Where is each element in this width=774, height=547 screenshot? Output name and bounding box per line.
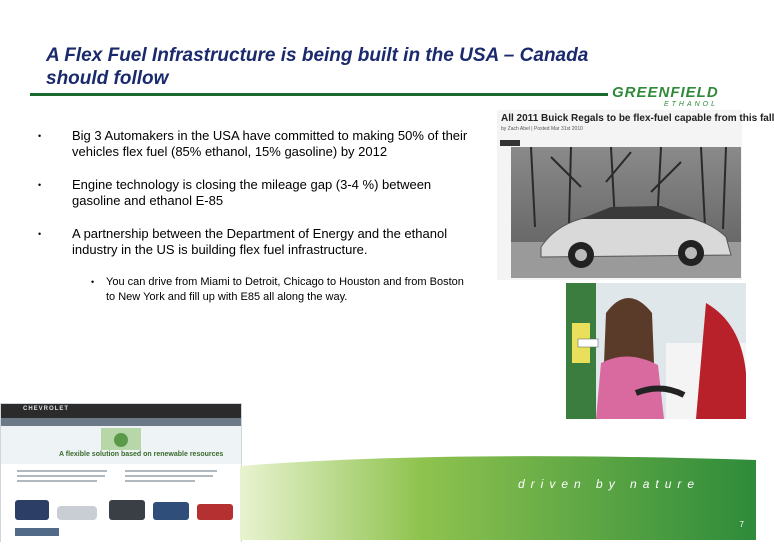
news-headline: All 2011 Buick Regals to be flex-fuel capable from this fall	[501, 113, 774, 124]
title-divider	[30, 93, 608, 96]
site-headline: A flexible solution based on renewable resources	[59, 451, 224, 458]
news-clipping	[497, 110, 774, 280]
slide-title: A Flex Fuel Infrastructure is being built in the USA – Canada should follow	[46, 45, 589, 89]
bullet-marker: •	[38, 180, 42, 190]
sub-bullet-item	[91, 275, 466, 305]
news-tag	[500, 140, 520, 146]
bullet-item	[38, 177, 478, 209]
sub-bullet-text: You can drive from Miami to Detroit, Chicago to Houston and from Boston to New York and fill up with E85 all along the way.	[106, 276, 464, 303]
footer-band	[240, 456, 756, 540]
logo-subtitle: ETHANOL	[663, 101, 718, 108]
site-header	[1, 404, 241, 418]
bullet-list	[38, 128, 478, 305]
news-byline: by Zach Abel | Posted Mar 31st 2010	[501, 126, 583, 132]
bullet-item	[38, 128, 478, 160]
bullet-text: Engine technology is closing the mileage gap (3-4 %) between gasoline and ethanol E-85	[72, 177, 432, 208]
footer-tagline: driven by nature	[518, 477, 701, 491]
site-body-text	[1, 464, 241, 492]
bullet-text: Big 3 Automakers in the USA have committed to making 50% of their vehicles flex fuel (85% ethanol, 15% gasoline) by 2012	[72, 128, 468, 159]
page-number: 7	[739, 520, 744, 529]
greenfield-logo	[612, 84, 722, 112]
car-photo	[511, 147, 741, 278]
site-banner	[1, 426, 241, 464]
bullet-marker: •	[91, 277, 95, 287]
vehicle-lineup	[1, 492, 241, 542]
bullet-marker: •	[38, 131, 42, 141]
bullet-item	[38, 226, 478, 258]
logo-wordmark: GREENFIELD	[612, 84, 719, 101]
chevrolet-website-screenshot	[0, 403, 242, 542]
fuel-pump-photo	[566, 283, 746, 419]
site-brand: CHEVROLET	[23, 406, 70, 412]
bullet-marker: •	[38, 229, 42, 239]
site-nav	[1, 418, 241, 426]
hero-image	[101, 428, 141, 450]
bullet-text: A partnership between the Department of Energy and the ethanol industry in the US is building flex fuel infrastructure.	[72, 226, 448, 257]
